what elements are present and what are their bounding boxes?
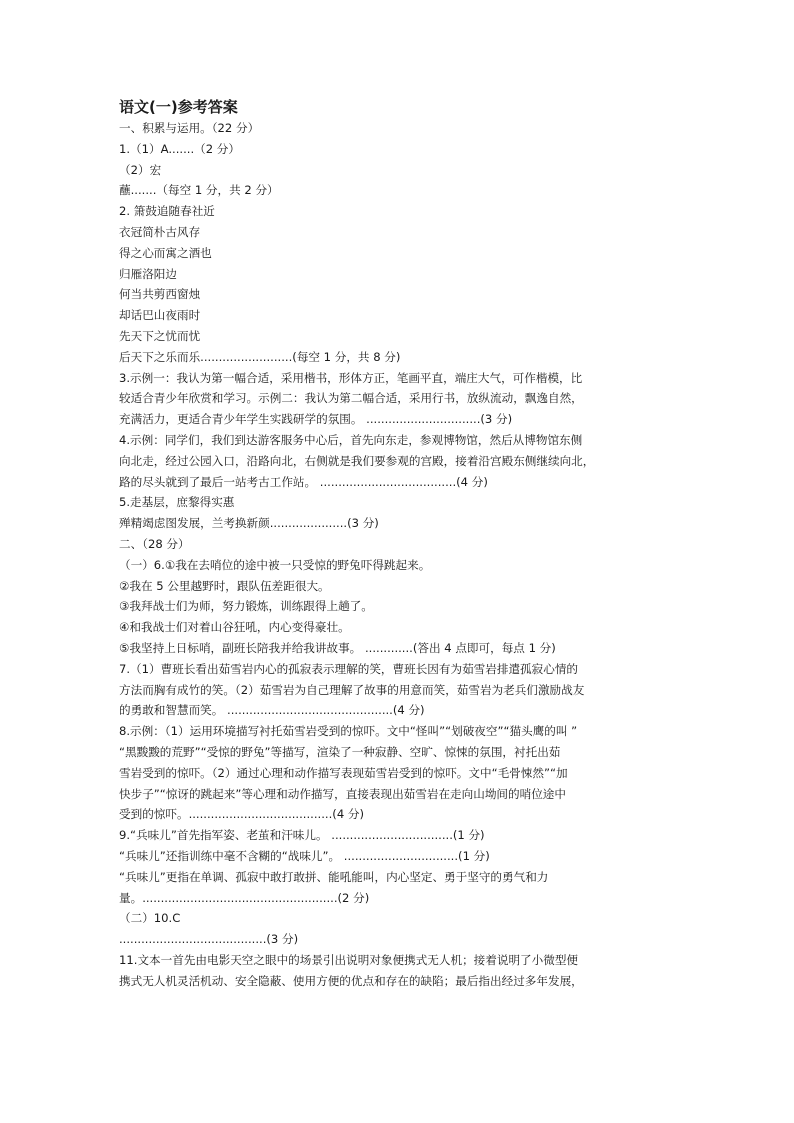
answer-line: 4.示例：同学们，我们到达游客服务中心后，首先向东走，参观博物馆，然后从博物馆东侧: [119, 433, 583, 447]
answer-line: ④和我战士们对着山谷狂吼，内心变得豪壮。: [119, 620, 350, 635]
answer-line: 先天下之忧而忧: [119, 329, 201, 343]
answer-line: 8.示例：（1）运用环境描写衬托茹雪岩受到的惊吓。文中“怪叫”“划破夜空”“猫头鹰的叫 ”: [119, 724, 578, 739]
answer-line: “兵味儿”还指训练中毫不含糊的“战味儿”。 ...............................(1 分): [119, 849, 490, 863]
answer-line: （2）宏: [119, 162, 162, 177]
answer-line: 路的尽头就到了最后一站考古工作站。 .....................................(4 分): [119, 474, 488, 489]
answer-line: 7.（1）曹班长看出茹雪岩内心的孤寂表示理解的笑，曹班长因有为茹雪岩排遣孤寂心情的: [119, 661, 579, 676]
answer-line: ②我在 5 公里越野时，跟队伍差距很大。: [119, 578, 330, 593]
answer-line: 二、（28 分）: [119, 537, 190, 551]
answer-line: 却话巴山夜雨时: [119, 308, 201, 323]
answer-line: 11.文本一首先由电影天空之眼中的场景引出说明对象便携式无人机；接着说明了小微型便: [119, 953, 579, 967]
answer-line: 3.示例一：我认为第一幅合适，采用楷书，形体方正，笔画平直，端庄大气，可作楷模，比: [119, 370, 583, 385]
answer-line: 较适合青少年欣赏和学习。示例二：我认为第二幅合适，采用行书，放纵流动，飘逸自然，: [119, 391, 583, 406]
answer-line: ........................................(3 分): [119, 932, 299, 947]
answer-line: 一、积累与运用。（22 分）: [119, 121, 260, 135]
answer-line: 5.走基层，庶黎得实惠: [119, 495, 235, 510]
answer-line: 快步子”“惊讶的跳起来”等心理和动作描写，直接表现出茹雪岩在走向山坳间的哨位途中: [119, 786, 566, 801]
answer-line: 得之心而寓之酒也: [119, 245, 212, 260]
answer-line: 殚精竭虑图发展，兰考换新颜.....................(3 分): [119, 516, 379, 531]
answer-line: 归雁洛阳边: [119, 266, 177, 281]
answer-line: 携式无人机灵活机动、安全隐蔽、使用方便的优点和存在的缺陷；最后指出经过多年发展，: [119, 973, 583, 988]
answer-line: 后天下之乐而乐.........................(每空 1 分，共 8 分): [119, 349, 401, 364]
answer-line: ③我拜战士们为师，努力锻炼，训练跟得上趟了。: [119, 599, 373, 614]
answer-line: “兵味儿”更指在单调、孤寂中敢打敢拼、能吼能叫，内心坚定、勇于坚守的勇气和力: [119, 869, 549, 884]
answer-line: 量。.....................................................(2 分): [119, 890, 370, 905]
answer-line: 向北走，经过公园入口，沿路向北，右侧就是我们要参观的宫殿，接着沿宫殿东侧继续向北，: [119, 453, 595, 468]
answer-line: 的勇敢和智慧而笑。 .............................................(4 分): [119, 703, 425, 718]
answer-line: 9.“兵味儿”首先指军姿、老茧和汗味儿。 .................................(1 分): [119, 828, 485, 843]
answer-line: 何当共剪西窗烛: [119, 287, 201, 302]
answer-line: （二）10.C: [119, 911, 181, 926]
answer-line: ⑤我坚持上日标哨，副班长陪我并给我讲故事。 .............(答出 4 点即可，每点 1 分): [119, 641, 556, 655]
answer-line: 1.（1）A.......（2 分）: [119, 141, 240, 156]
page-title: 语文(一)参考答案: [119, 98, 238, 116]
answer-line: 雪岩受到的惊吓。（2）通过心理和动作描写表现茹雪岩受到的惊吓。文中“毛骨悚然”“加: [119, 765, 568, 780]
answer-line: 受到的惊吓。.......................................(4 分): [119, 807, 364, 822]
answer-line: 2. 箫鼓追随春社近: [119, 204, 215, 219]
answer-line: 衣冠简朴古风存: [119, 225, 201, 239]
answer-line: （一）6.①我在去哨位的途中被一只受惊的野兔吓得跳起来。: [119, 557, 431, 572]
answer-line: “黑黢黢的荒野”“受惊的野兔”等描写，渲染了一种寂静、空旷、惊悚的氛围，衬托出茹: [119, 745, 561, 759]
answer-line: 蘸.......（每空 1 分，共 2 分）: [119, 183, 279, 198]
answer-line: 方法而胸有成竹的笑。（2）茹雪岩为自己理解了故事的用意而笑，茹雪岩为老兵们激励战友: [119, 682, 585, 697]
answer-line: 充满活力，更适合青少年学生实践研学的氛围。 ...............................(3 分): [119, 412, 513, 427]
